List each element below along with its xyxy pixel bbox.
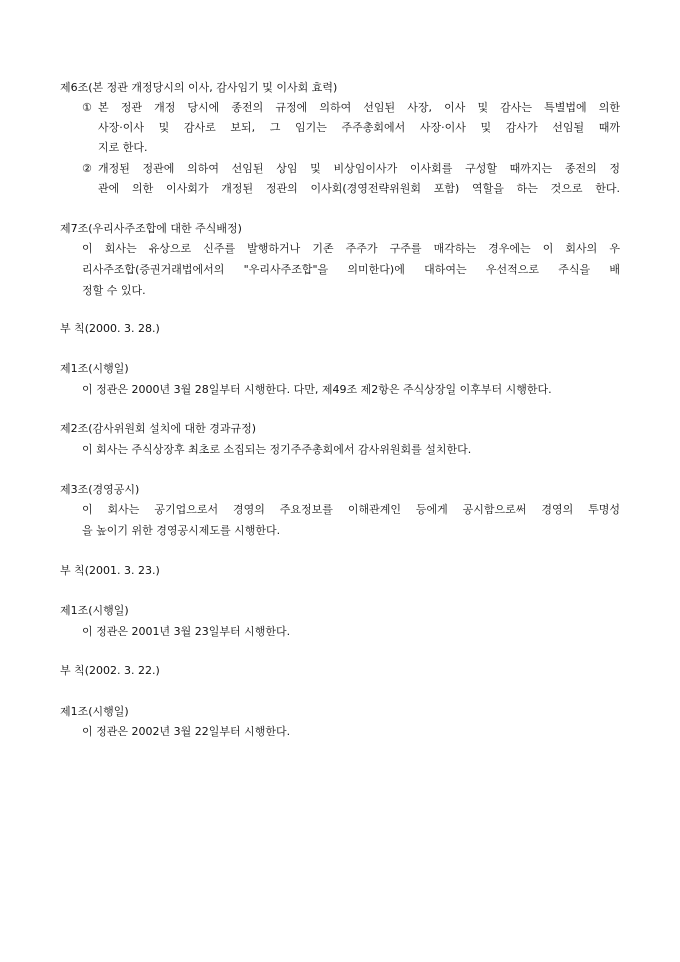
supplementary-2000-article-3-line-1: 이 회사는 공기업으로서 경영의 주요정보를 이해관계인 등에게 공시함으로써 경영의 투명성 xyxy=(82,503,620,516)
supplementary-2000-article-2-heading: 제2조(감사위원회 설치에 대한 경과규정) xyxy=(60,422,257,435)
article-6-item-1-line-1: 본 정관 개정 당시에 종전의 규정에 의하여 선임된 사장, 이사 및 감사는 특별법에 의한 xyxy=(98,101,620,114)
article-7-line-2: 리사주조합(증권거래법에서의 "우리사주조합"을 의미한다)에 대하여는 우선적으로 주식을 배 xyxy=(82,263,620,276)
supplementary-2000-article-1-heading: 제1조(시행일) xyxy=(60,362,129,375)
item-2-marker: ② xyxy=(82,162,92,175)
supplementary-2001-heading: 부 칙(2001. 3. 23.) xyxy=(60,564,160,577)
article-6-item-2-line-2: 관에 의한 이사회가 개정된 정관의 이사회(경영전략위원회 포함) 역할을 하는 것으로 한다. xyxy=(98,182,620,195)
article-6-item-1-line-2: 사장·이사 및 감사로 보되, 그 임기는 주주총회에서 사장·이사 및 감사가 선임될 때까 xyxy=(98,121,620,134)
supplementary-2000-heading: 부 칙(2000. 3. 28.) xyxy=(60,322,160,335)
article-6-heading: 제6조(본 정관 개정당시의 이사, 감사임기 및 이사회 효력) xyxy=(60,81,338,94)
supplementary-2000-article-1-text: 이 정관은 2000년 3월 28일부터 시행한다. 다만, 제49조 제2항은 주식상장일 이후부터 시행한다. xyxy=(82,383,552,396)
article-7-heading: 제7조(우리사주조합에 대한 주식배정) xyxy=(60,222,242,235)
supplementary-2002-heading: 부 칙(2002. 3. 22.) xyxy=(60,664,160,677)
supplementary-2000-article-2-text: 이 회사는 주식상장후 최초로 소집되는 정기주주총회에서 감사위원회를 설치한다. xyxy=(82,443,472,456)
supplementary-2000-article-3-line-2: 을 높이기 위한 경영공시제도를 시행한다. xyxy=(82,524,281,537)
supplementary-2002-article-1-heading: 제1조(시행일) xyxy=(60,705,129,718)
article-7-line-1: 이 회사는 유상으로 신주를 발행하거나 기존 주주가 구주를 매각하는 경우에는 이 회사의 우 xyxy=(82,242,620,255)
supplementary-2001-article-1-heading: 제1조(시행일) xyxy=(60,604,129,617)
supplementary-2002-article-1-text: 이 정관은 2002년 3월 22일부터 시행한다. xyxy=(82,725,291,738)
supplementary-2000-article-3-heading: 제3조(경영공시) xyxy=(60,483,140,496)
item-1-marker: ① xyxy=(82,101,92,114)
article-7-line-3: 정할 수 있다. xyxy=(82,284,146,297)
article-6-item-2-line-1: 개정된 정관에 의하여 선임된 상임 및 비상임이사가 이사회를 구성할 때까지는 종전의 정 xyxy=(98,162,620,175)
supplementary-2001-article-1-text: 이 정관은 2001년 3월 23일부터 시행한다. xyxy=(82,625,291,638)
article-6-item-1-line-3: 지로 한다. xyxy=(98,141,148,154)
